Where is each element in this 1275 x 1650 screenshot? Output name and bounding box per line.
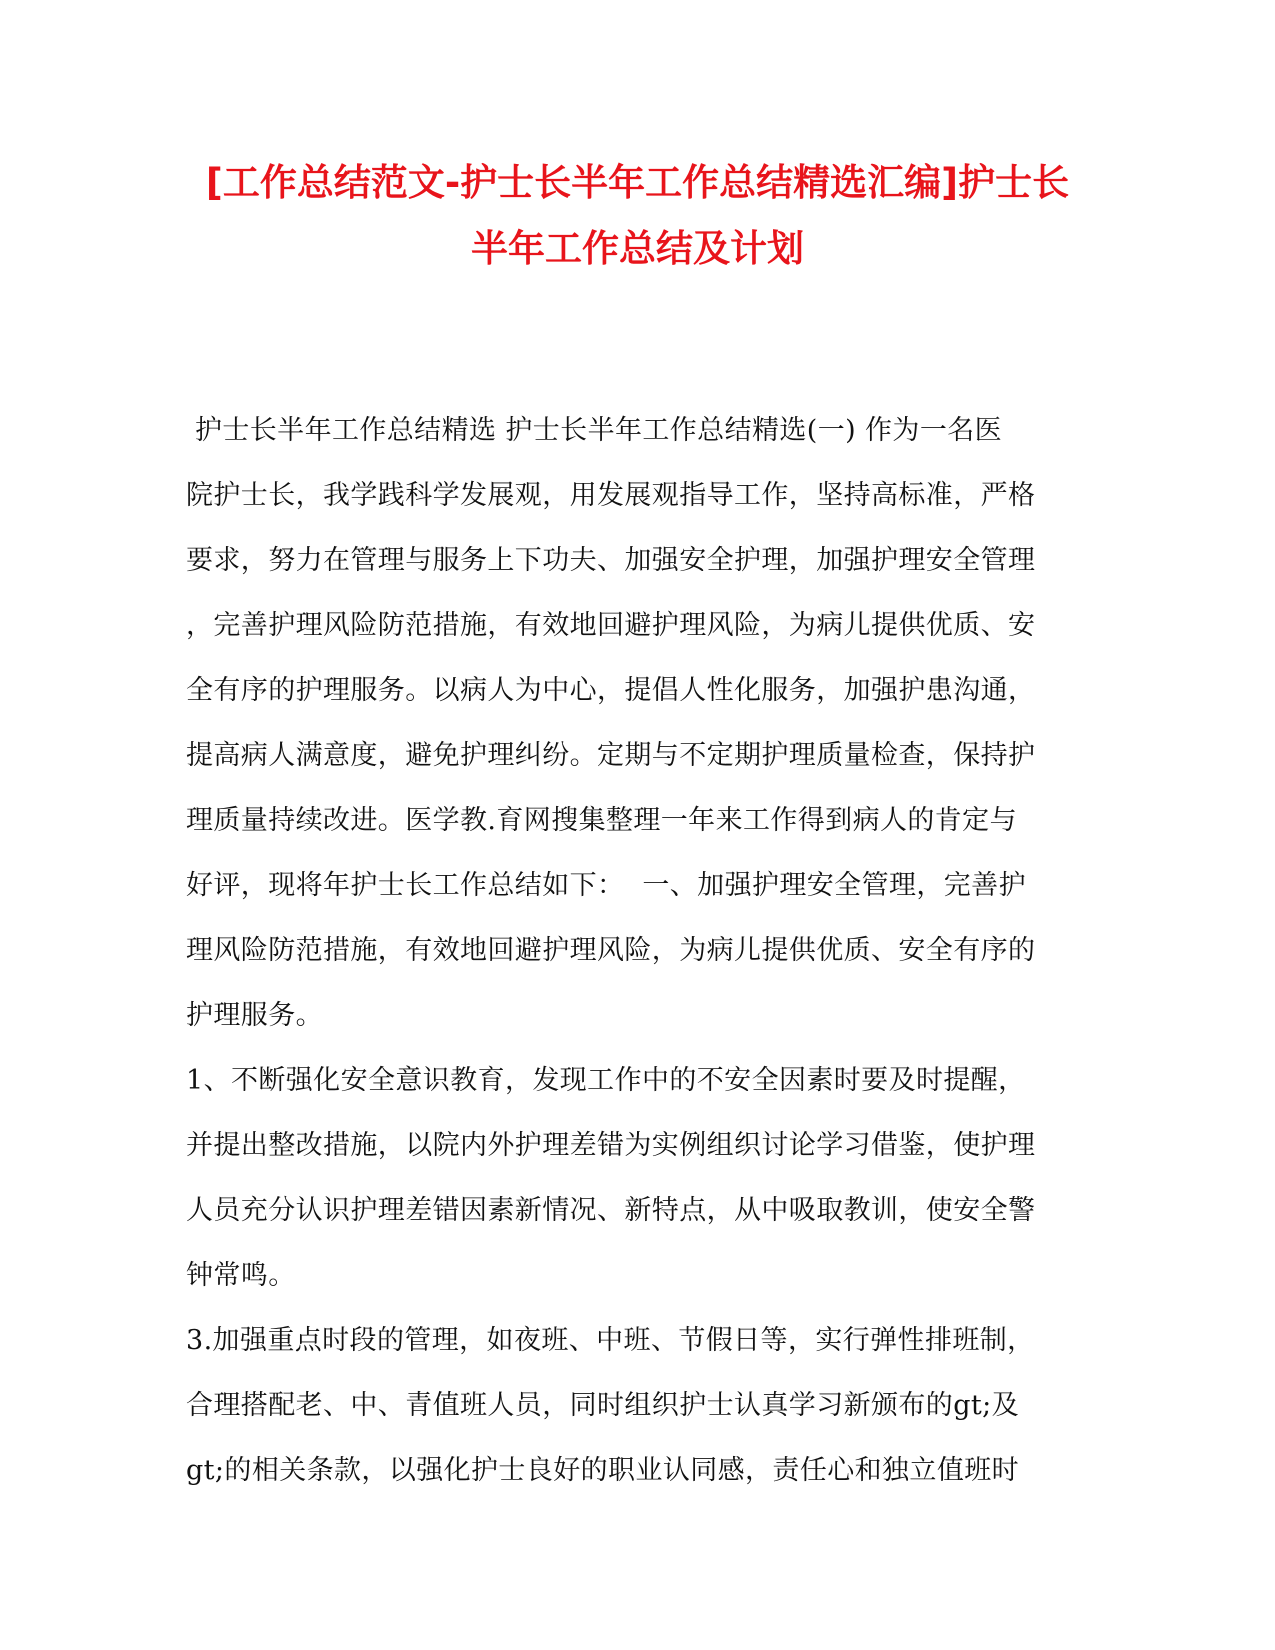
body-line: 并提出整改措施，以院内外护理差错为实例组织讨论学习借鉴，使护理 [186, 1130, 1036, 1161]
body-line: 全有序的护理服务。以病人为中心，提倡人性化服务，加强护患沟通， [186, 675, 1036, 706]
body-line: 护理服务。 [186, 1000, 323, 1031]
title-line-1: [工作总结范文-护士长半年工作总结精选汇编]护士长 [205, 161, 1070, 204]
document-body [186, 398, 1086, 1503]
body-line: 1、不断强化安全意识教育，发现工作中的不安全因素时要及时提醒， [186, 1065, 1026, 1096]
body-line: 钟常鸣。 [186, 1260, 296, 1291]
body-line: 合理搭配老、中、青值班人员，同时组织护士认真学习新颁布的gt;及 [186, 1390, 1020, 1421]
document-title [150, 150, 1125, 282]
body-line: 院护士长，我学践科学发展观，用发展观指导工作，坚持高标准，严格 [186, 480, 1036, 511]
body-line: 要求，努力在管理与服务上下功夫、加强安全护理，加强护理安全管理 [186, 545, 1036, 576]
body-line: 提高病人满意度，避免护理纠纷。定期与不定期护理质量检查，保持护 [186, 740, 1036, 771]
title-line-2: 半年工作总结及计划 [471, 227, 804, 270]
body-line: 理质量持续改进。医学教.育网搜集整理一年来工作得到病人的肯定与 [186, 805, 1017, 836]
body-line: 3.加强重点时段的管理，如夜班、中班、节假日等，实行弹性排班制， [186, 1325, 1035, 1356]
body-line: 护士长半年工作总结精选 护士长半年工作总结精选(一) 作为一名医 [186, 415, 1003, 446]
body-line: 好评，现将年护士长工作总结如下： 一、加强护理安全管理，完善护 [186, 870, 1026, 901]
body-line: gt;的相关条款，以强化护士良好的职业认同感，责任心和独立值班时 [186, 1455, 1020, 1486]
body-line: ，完善护理风险防范措施，有效地回避护理风险，为病儿提供优质、安 [186, 610, 1036, 641]
body-line: 理风险防范措施，有效地回避护理风险，为病儿提供优质、安全有序的 [186, 935, 1036, 966]
body-line: 人员充分认识护理差错因素新情况、新特点，从中吸取教训，使安全警 [186, 1195, 1036, 1226]
